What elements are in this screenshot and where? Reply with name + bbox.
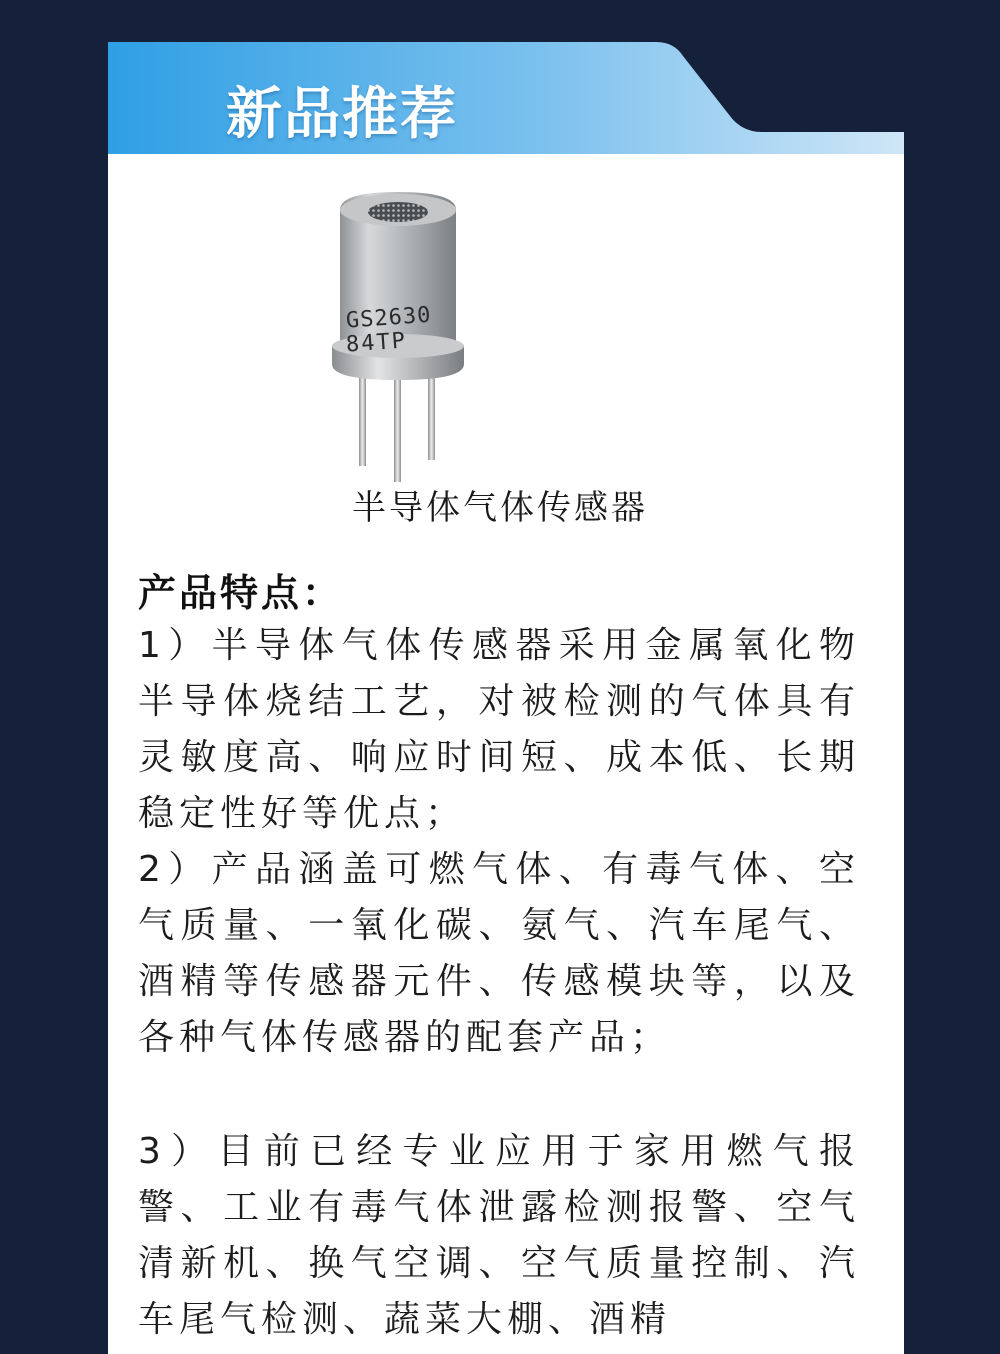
- sensor-code-print: 84TP: [345, 328, 408, 358]
- features-heading: 产品特点：: [138, 571, 344, 615]
- sensor-model-print: GS2630: [345, 302, 433, 334]
- feature-item-1: 1）半导体气体传感器采用金属氧化物半导体烧结工艺，对被检测的气体具有灵敏度高、响应时间短、成本低、长期稳定性好等优点；: [138, 625, 860, 834]
- card-header: [108, 42, 904, 160]
- feature-item-3: 3）目前已经专业应用于家用燃气报警、工业有毒气体泄露检测报警、空气清新机、换气空调、空气质量控制、汽车尾气检测、蔬菜大棚、酒精: [138, 1131, 860, 1340]
- product-caption: 半导体气体传感器: [352, 488, 648, 528]
- page-title: 新品推荐: [226, 82, 458, 147]
- gas-sensor-image: [326, 188, 470, 488]
- feature-item-2: 2）产品涵盖可燃气体、有毒气体、空气质量、一氧化碳、氨气、汽车尾气、酒精等传感器元件、传感模块等，以及各种气体传感器的配套产品；: [138, 849, 860, 1058]
